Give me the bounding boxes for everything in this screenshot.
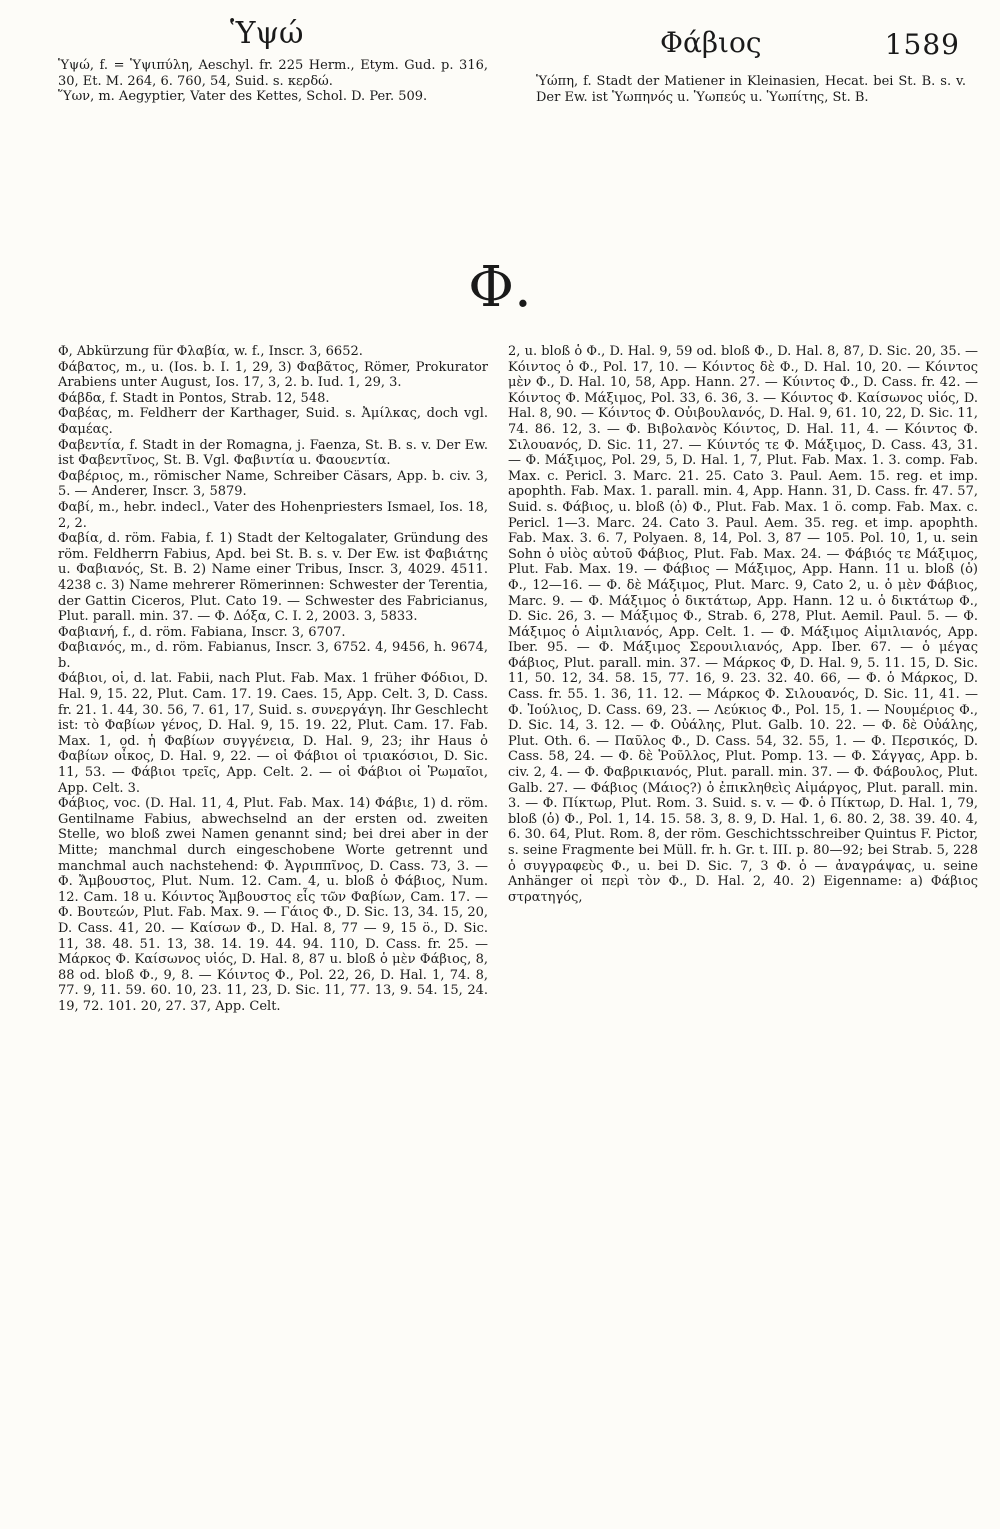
- running-head: [40, 10, 960, 61]
- page-number: 1589: [884, 28, 960, 61]
- dictionary-entry: Φαβί, m., hebr. indecl., Vater des Hohenpriesters Ismael, Ios. 18, 2, 2.: [58, 499, 488, 531]
- dictionary-entry: Φαβέριος, m., römischer Name, Schreiber Cäsars, App. b. civ. 3, 5. — Anderer, Inscr. 3, 5879.: [58, 468, 488, 500]
- dictionary-entry: Φαβεντία, f. Stadt in der Romagna, j. Faenza, St. B. s. v. Der Ew. ist Φαβεντῖνος, St. B. Vgl. Φαβιντία u. Φαουεντία.: [58, 437, 488, 469]
- dictionary-entry-continuation: 2, u. bloß ὁ Φ., D. Hal. 9, 59 od. bloß Φ., D. Hal. 8, 87, D. Sic. 20, 35. — Κόιντος ὁ Φ., Pol. 17, 10. — Κόιντος δὲ Φ., D. Hal. 10, 20. — Κόιντος μὲν Φ., D. Hal. 10, 58, App. Hann. 27. — Κύιντος Φ., D. Cass. fr. 42. — Κόιντος Φ. Μάξιμος, Pol. 33, 6. 36, 3. — Κόιντος Φ. Καίσωνος υἱός, D. Hal. 8, 90. — Κόιντος Φ. Οὐιβουλανός, D. Hal. 9, 61. 10, 22, D. Sic. 11, 74. 86. 12, 3. — Φ. Βιβολανὸς Κόιντος, D. Hal. 11, 4. — Κόιντος Φ. Σιλουανός, D. Sic. 11, 27. — Κύιντός τε Φ. Μάξιμος, D. Cass. 43, 31. — Φ. Μάξιμος, Pol. 29, 5, D. Hal. 1, 7, Plut. Fab. Max. 1. 3. comp. Fab. Max. c. Pericl. 3. Marc. 21. 25. Cato 3. Paul. Aem. 15. reg. et imp. apophth. Fab. Max. 1. parall. min. 4, App. Hann. 31, D. Cass. fr. 47. 57, Suid. s. Φάβιος, u. bloß (ὁ) Φ., Plut. Fab. Max. 1 ö. comp. Fab. Max. c. Pericl. 1—3. Marc. 24. Cato 3. Paul. Aem. 35. reg. et imp. apophth. Fab. Max. 3. 6. 7, Polyaen. 8, 14, Pol. 3, 87 — 105. Pol. 10, 1, u. sein Sohn ὁ υἱὸς αὐτοῦ Φάβιος, Plut. Fab. Max. 24. — Φάβιός τε Μάξιμος, Plut. Fab. Max. 19. — Φάβιος — Μάξιμος, App. Hann. 11 u. bloß (ὁ) Φ., 12—16. — Φ. δὲ Μάξιμος, Plut. Marc. 9, Cato 2, u. ὁ μὲν Φάβιος, Marc. 9. — Φ. Μάξιμος ὁ δικτάτωρ, App. Hann. 12 u. ὁ δικτάτωρ Φ., D. Sic. 26, 3. — Μάξιμος Φ., Strab. 6, 278, Plut. Aemil. Paul. 5. — Φ. Μάξιμος ὁ Αἰμιλιανός, App. Celt. 1. — Φ. Μάξιμος Αἰμιλιανός, App. Iber. 95. — Φ. Μάξιμος Σερουιλιανός, App. Iber. 67. — ὁ μέγας Φάβιος, Plut. parall. min. 37. — Μάρκος Φ, D. Hal. 9, 5. 11. 15, D. Sic. 11, 50. 12, 34. 58. 15, 77. 16, 9. 23. 32. 40. 66, — Φ. ὁ Μάρκος, D. Cass. fr. 55. 1. 36, 11. 12. — Μάρκος Φ. Σιλουανός, D. Sic. 11, 41. — Φ. Ἰούλιος, D. Cass. 69, 23. — Λεύκιος Φ., Pol. 15, 1. — Νουμέριος Φ., D. Sic. 14, 3. 12. — Φ. Οὐάλης, Plut. Galb. 10. 22. — Φ. δὲ Οὐάλης, Plut. Oth. 6. — Παῦλος Φ., D. Cass. 54, 32. 55, 1. — Φ. Περσικός, D. Cass. 58, 24. — Φ. δὲ Ῥοῦλλος, Plut. Pomp. 13. — Φ. Σάγγας, App. b. civ. 2, 4. — Φ. Φαβρικιανός, Plut. parall. min. 37. — Φ. Φάβουλος, Plut. Galb. 27. — Φάβιος (Μάιος?) ὁ ἐπικληθεὶς Αἰμάργος, Plut. parall. min. 3. — Φ. Πίκτωρ, Plut. Rom. 3. Suid. s. v. — Φ. ὁ Πίκτωρ, D. Hal. 1, 79, bloß (ὁ) Φ., Pol. 1, 14. 15. 58. 3, 8. 9, D. Hal. 1, 6. 80. 2, 38. 39. 40. 4, 6. 30. 64, Plut. Rom. 8, der röm. Geschichtsschreiber Quintus F. Pictor, s. seine Fragmente bei Müll. fr. h. Gr. t. III. p. 80—92; bei Strab. 5, 228 ὁ συγγραφεὺς Φ., u. bei D. Sic. 7, 3 Φ. ὁ — ἀναγράψας, u. seine Anhänger οἱ περὶ τὸν Φ., D. Hal. 2, 40. 2) Eigenname: a) Φάβιος στρατηγός,: [508, 344, 978, 905]
- dictionary-entry: Φαβέας, m. Feldherr der Karthager, Suid. s. Ἀμίλκας, doch vgl. Φαμέας.: [58, 406, 488, 437]
- main-entries: [58, 344, 978, 1514]
- dictionary-entry: Φάβιοι, οἱ, d. lat. Fabii, nach Plut. Fab. Max. 1 früher Φόδιοι, D. Hal. 9, 15. 22, Plut. Cam. 17. 19. Caes. 15, App. Celt. 3, D. Cass. fr. 21. 1. 44, 30. 56, 7. 61, 17, Suid. s. συνεργάγη. Ihr Geschlecht ist: τὸ Φαβίων γένος, D. Hal. 9, 15. 19. 22, Plut. Cam. 17. Fab. Max. 1, od. ἡ Φαβίων συγγένεια, D. Hal. 9, 23; ihr Haus ὁ Φαβίων οἶκος, D. Hal. 9, 22. — οἱ Φάβιοι οἱ τριακόσιοι, D. Sic. 11, 53. — Φάβιοι τρεῖς, App. Celt. 2. — οἱ Φάβιοι οἱ Ῥωμαῖοι, App. Celt. 3.: [58, 671, 488, 796]
- section-letter-heading: Φ.: [468, 255, 532, 320]
- dictionary-entry: Φαβιανός, m., d. röm. Fabianus, Inscr. 3, 6752. 4, 9456, h. 9674, b.: [58, 640, 488, 671]
- dictionary-entry: Ὕων, m. Aegyptier, Vater des Kettes, Schol. D. Per. 509.: [58, 89, 428, 105]
- dictionary-entry: Φάβατος, m., u. (Ios. b. I. 1, 29, 3) Φαβᾶτος, Römer, Prokurator Arabiens unter August, Ios. 17, 3, 2. b. Iud. 1, 29, 3.: [58, 359, 488, 391]
- left-column: [58, 344, 488, 1015]
- dictionary-entry: Ὑώπη, f. Stadt der Matiener in Kleinasien, Hecat. bei St. B. s. v. Der Ew. ist Ὑωπηνός u. Ὑωπεύς u. Ὑωπίτης, St. B.: [536, 74, 966, 105]
- top-left-column: [58, 58, 488, 105]
- dictionary-entry: Φ, Abkürzung für Φλαβία, w. f., Inscr. 3, 6652.: [58, 344, 363, 359]
- top-entries: [58, 58, 966, 178]
- top-right-column: [536, 74, 966, 105]
- running-head-left-word: Ὑψώ: [230, 16, 304, 51]
- dictionary-entry: Φάβδα, f. Stadt in Pontos, Strab. 12, 548.: [58, 390, 330, 406]
- dictionary-entry: Ὑψώ, f. = Ὑψιπύλη, Aeschyl. fr. 225 Herm., Etym. Gud. p. 316, 30, Et. M. 264, 6. 760, 54, Suid. s. κερδώ.: [58, 58, 488, 89]
- right-column: [508, 344, 978, 905]
- dictionary-entry: Φαβιανή, f., d. röm. Fabiana, Inscr. 3, 6707.: [58, 624, 346, 640]
- dictionary-entry: Φάβιος, voc. (D. Hal. 11, 4, Plut. Fab. Max. 14) Φάβιε, 1) d. röm. Gentilname Fabius, abwechselnd an der ersten od. zweiten Stelle, wo bloß zwei Namen genannt sind; bei drei aber in der Mitte; manchmal durch eingeschobene Worte getrennt und manchmal auch nachstehend: Φ. Ἀγριππῖνος, D. Cass. 73, 3. — Φ. Ἄμβουστος, Plut. Num. 12. Cam. 4, u. bloß ὁ Φάβιος, Num. 12. Cam. 18 u. Κόιντος Ἄμβουστος εἷς τῶν Φαβίων, Cam. 17. — Φ. Βουτεών, Plut. Fab. Max. 9. — Γάιος Φ., D. Sic. 13, 34. 15, 20, D. Cass. 41, 20. — Καίσων Φ., D. Hal. 8, 77 — 9, 15 ö., D. Sic. 11, 38. 48. 51. 13, 38. 14. 19. 44. 94. 110, D. Cass. fr. 25. — Μάρκος Φ. Καίσωνος υἱός, D. Hal. 8, 87 u. bloß ὁ μὲν Φάβιος, 8, 88 od. bloß Φ., 9, 8. — Κόιντος Φ., Pol. 22, 26, D. Hal. 1, 74. 8, 77. 9, 11. 59. 60. 10, 23. 11, 23, D. Sic. 11, 77. 13, 9. 54. 15, 24. 19, 72. 101. 20, 27. 37, App. Celt.: [58, 796, 488, 1014]
- dictionary-entry: Φαβία, d. röm. Fabia, f. 1) Stadt der Keltogalater, Gründung des röm. Feldherrn Fabius, Apd. bei St. B. s. v. Der Ew. ist Φαβιάτης u. Φαβιανός, St. B. 2) Name einer Tribus, Inscr. 3, 4029. 4511. 4238 c. 3) Name mehrerer Römerinnen: Schwester der Terentia, der Gattin Ciceros, Plut. Cato 19. — Schwester des Fabricianus, Plut. parall. min. 37. — Φ. Δόξα, C. I. 2, 2003. 3, 5833.: [58, 531, 488, 625]
- running-head-center-word: Φάβιος: [660, 26, 762, 59]
